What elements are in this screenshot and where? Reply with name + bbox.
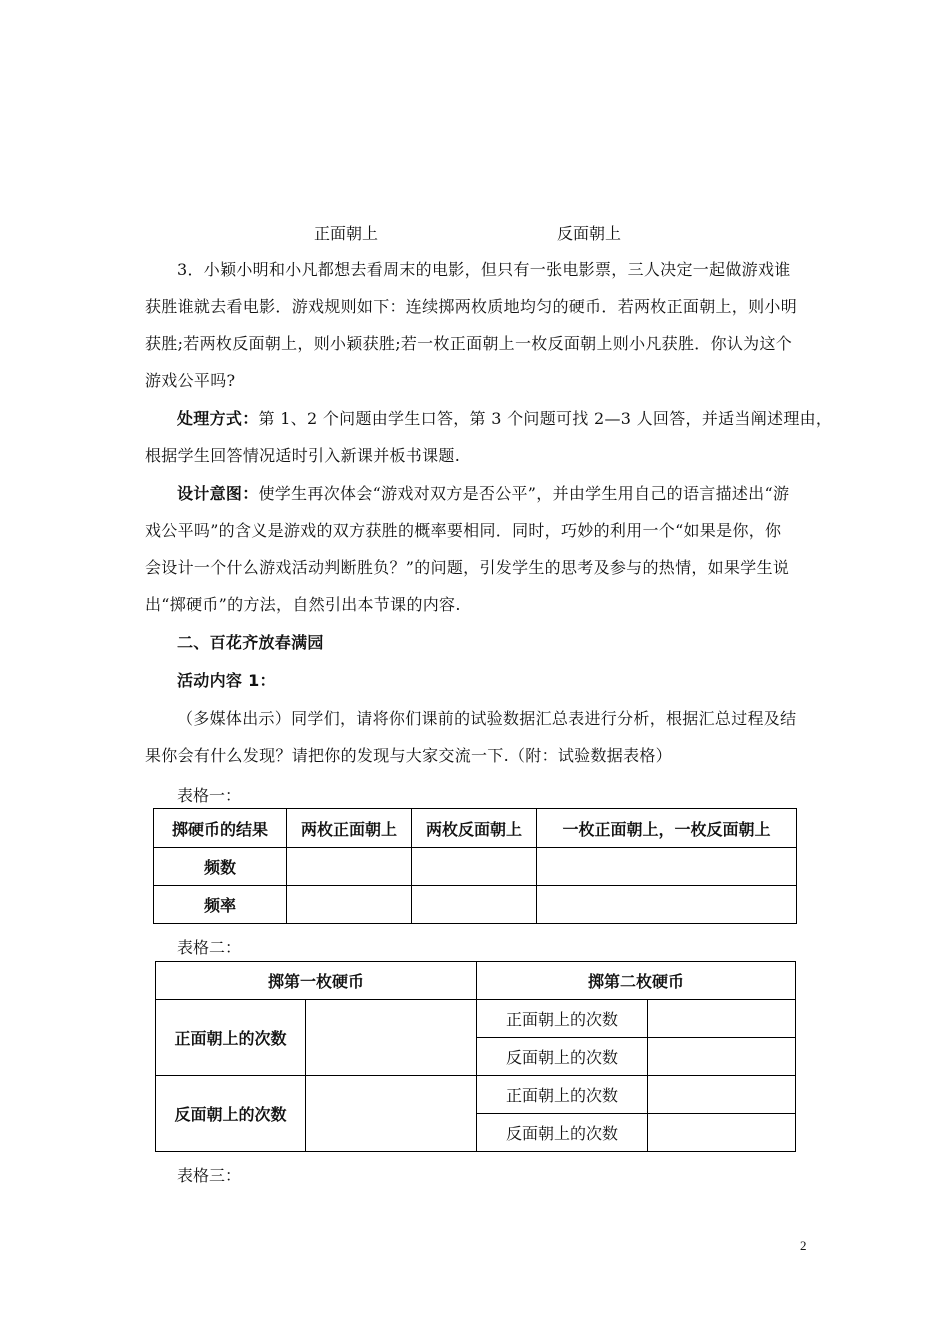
table2-header: 掷第一枚硬币 xyxy=(156,962,477,1000)
multimedia-line-2: 果你会有什么发现？请把你的发现与大家交流一下.（附：试验数据表格） xyxy=(145,746,672,765)
coin-tails-label: 反面朝上 xyxy=(557,224,622,243)
table2-cell xyxy=(648,1114,796,1152)
table2-second-row-label: 正面朝上的次数 xyxy=(477,1000,648,1038)
table2-cell xyxy=(648,1076,796,1114)
table-coin-results xyxy=(153,808,797,924)
table2-cell xyxy=(648,1038,796,1076)
method-text-1: 第 1、2 个问题由学生口答，第 3 个问题可找 2—3 人回答，并适当阐述理由， xyxy=(258,409,833,428)
table2-first-row-label: 反面朝上的次数 xyxy=(156,1076,306,1152)
table2-cell xyxy=(306,1000,477,1076)
table1-row-label: 频率 xyxy=(154,886,287,924)
table2-header: 掷第二枚硬币 xyxy=(477,962,796,1000)
question-3-line-1: 3．小颖小明和小凡都想去看周末的电影，但只有一张电影票，三人决定一起做游戏谁 xyxy=(177,260,791,279)
table1-header: 两枚反面朝上 xyxy=(412,809,537,848)
table1-cell xyxy=(287,848,412,886)
table1-header: 两枚正面朝上 xyxy=(287,809,412,848)
table1-cell xyxy=(287,886,412,924)
table2-first-row-label: 正面朝上的次数 xyxy=(156,1000,306,1076)
multimedia-line-1: （多媒体出示）同学们，请将你们课前的试验数据汇总表进行分析，根据汇总过程及结 xyxy=(177,709,797,728)
intent-text-1: 使学生再次体会“游戏对双方是否公平”，并由学生用自己的语言描述出“游 xyxy=(258,484,790,503)
page-number: 2 xyxy=(800,1238,807,1253)
table1-cell xyxy=(537,848,797,886)
intent-line-1 xyxy=(177,484,810,504)
intent-line-2: 戏公平吗”的含义是游戏的双方获胜的概率要相同．同时，巧妙的利用一个“如果是你，你 xyxy=(145,521,782,540)
table2-cell xyxy=(648,1000,796,1038)
intent-line-3: 会设计一个什么游戏活动判断胜负？”的问题，引发学生的思考及参与的热情，如果学生说 xyxy=(145,558,790,577)
table2-cell xyxy=(306,1076,477,1152)
table1-header: 掷硬币的结果 xyxy=(154,809,287,848)
table2-caption: 表格二： xyxy=(177,938,242,957)
method-label: 处理方式： xyxy=(177,409,259,428)
table2-second-row-label: 反面朝上的次数 xyxy=(477,1038,648,1076)
question-3-line-3: 获胜;若两枚反面朝上，则小颖获胜;若一枚正面朝上一枚反面朝上则小凡获胜．你认为这个 xyxy=(145,334,793,353)
table2-second-row-label: 反面朝上的次数 xyxy=(477,1114,648,1152)
table1-cell xyxy=(412,886,537,924)
question-3-line-4: 游戏公平吗? xyxy=(145,371,236,390)
table1-cell xyxy=(537,886,797,924)
coin-heads-label: 正面朝上 xyxy=(314,224,379,243)
table1-row-label: 频数 xyxy=(154,848,287,886)
table2-second-row-label: 正面朝上的次数 xyxy=(477,1076,648,1114)
intent-line-4: 出“掷硬币”的方法，自然引出本节课的内容. xyxy=(145,595,461,614)
table1-header: 一枚正面朝上，一枚反面朝上 xyxy=(537,809,797,848)
method-line-1 xyxy=(177,409,833,429)
activity-heading: 活动内容 1： xyxy=(177,671,276,690)
table1-cell xyxy=(412,848,537,886)
table-two-coins xyxy=(155,961,796,1152)
table1-caption: 表格一： xyxy=(177,786,242,805)
intent-label: 设计意图： xyxy=(177,484,259,503)
section-heading: 二、百花齐放春满园 xyxy=(177,633,324,652)
question-3-line-2: 获胜谁就去看电影．游戏规则如下：连续掷两枚质地均匀的硬币．若两枚正面朝上，则小明 xyxy=(145,297,798,316)
method-line-2: 根据学生回答情况适时引入新课并板书课题. xyxy=(145,446,461,465)
table3-caption: 表格三： xyxy=(177,1166,242,1185)
